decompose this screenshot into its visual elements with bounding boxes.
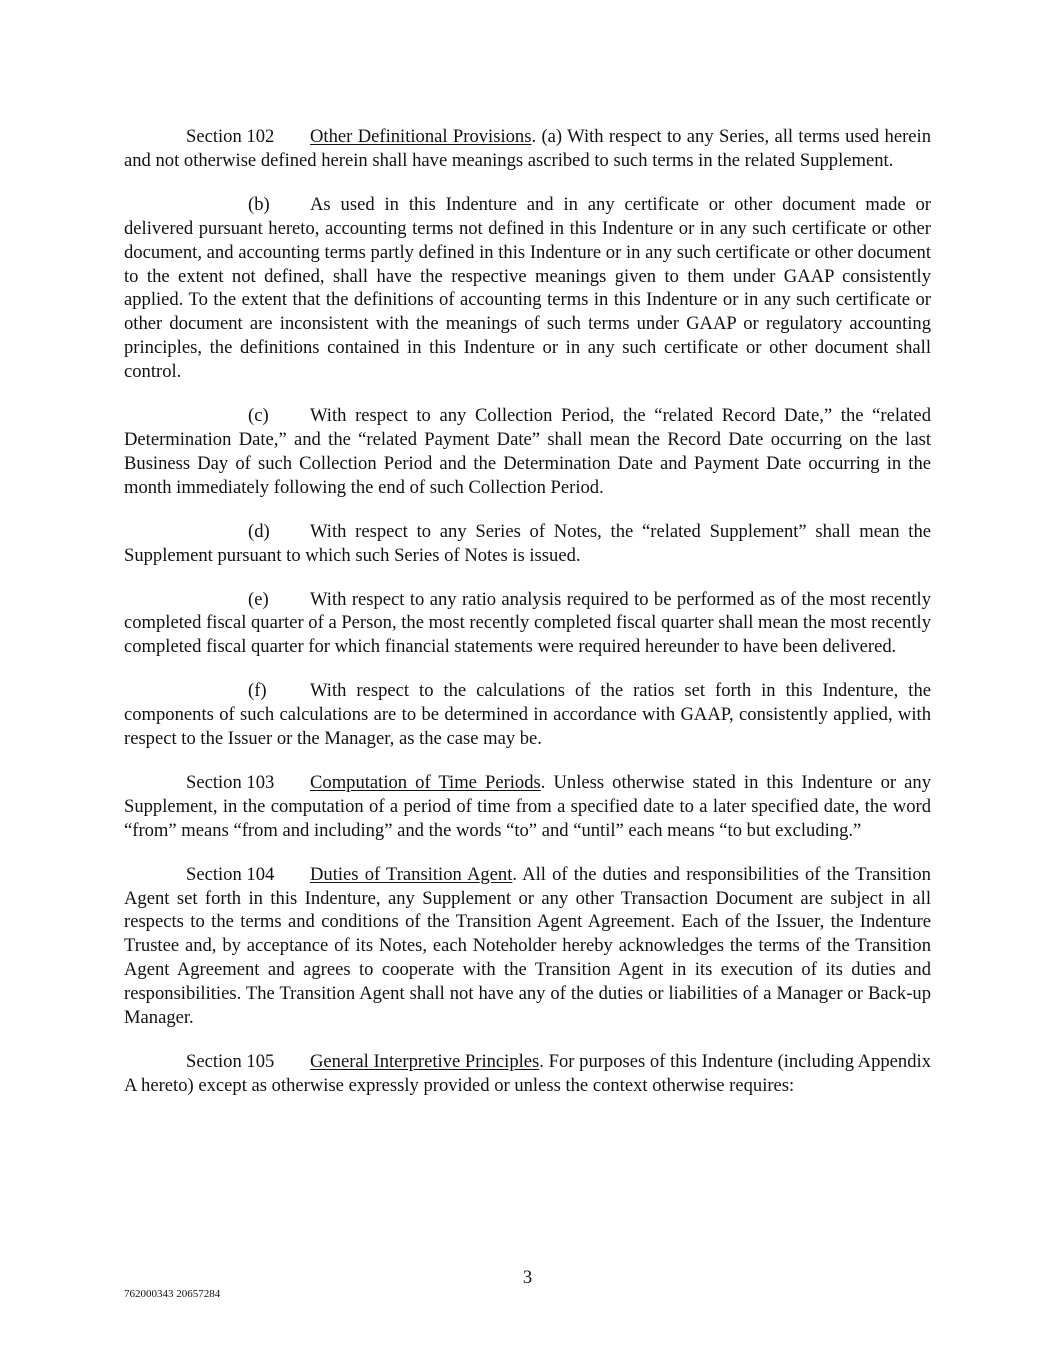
section-105-paragraph — [124, 1050, 931, 1098]
section-104-paragraph — [124, 863, 931, 1030]
paragraph-text: As used in this Indenture and in any certificate or other document made or delivered pursuant hereto, accounting terms not defined in this Indenture or in any such certificate or other document, and accounting terms partly defined in this Indenture or in any such certificate or other document to the extent not defined, shall have the respective meanings given to them under GAAP consistently applied. To the extent that the definitions of accounting terms in this Indenture or in any such certificate or other document are inconsistent with the meanings of such terms under GAAP or regulatory accounting principles, the definitions contained in this Indenture or in any such certificate or other document shall control. — [124, 193, 931, 383]
section-103-paragraph — [124, 771, 931, 843]
section-label: Section 102 — [186, 126, 275, 147]
section-label: Section 105 — [186, 1051, 275, 1072]
clause-b-paragraph — [124, 193, 931, 384]
clause-label: (d) — [248, 520, 270, 542]
section-heading: Other Definitional Provisions — [310, 126, 532, 147]
clause-label: (b) — [248, 193, 270, 215]
page-number: 3 — [522, 1267, 533, 1288]
section-label: Section 104 — [186, 863, 275, 885]
paragraph-text: . Unless otherwise stated in this Indenture or any Supplement, in the computation of a period of time from a specified date to a later specified date, the word “from” means “from and including” and the words “to” and “until” each means “to but excluding.” — [124, 771, 931, 841]
paragraph-text: With respect to the calculations of the ratios set forth in this Indenture, the components of such calculations are to be determined in accordance with GAAP, consistently applied, with respect to the Issuer or the Manager, as the case may be. — [124, 680, 931, 750]
clause-f-paragraph — [124, 679, 931, 751]
section-heading: Duties of Transition Agent — [310, 863, 513, 885]
section-label: Section 103 — [186, 771, 275, 793]
paragraph-text: With respect to any ratio analysis required to be performed as of the most recently completed fiscal quarter of a Person, the most recently completed fiscal quarter shall mean the most recently completed fiscal quarter for which financial statements were required hereunder to have been delivered. — [124, 588, 931, 658]
document-id: 762000343 20657284 — [124, 1288, 221, 1300]
paragraph-text: . (a) With respect to any Series, all terms used herein and not otherwise defined herein shall have meanings ascribed to such terms in the related Supplement. — [124, 126, 931, 171]
section-102-paragraph — [124, 125, 931, 173]
clause-e-paragraph — [124, 588, 931, 660]
clause-c-paragraph — [124, 404, 931, 500]
paragraph-text: . For purposes of this Indenture (including Appendix A hereto) except as otherwise expressly provided or unless the context otherwise requires: — [124, 1051, 931, 1096]
clause-label: (c) — [248, 405, 269, 427]
clause-label: (f) — [248, 680, 267, 702]
clause-d-paragraph — [124, 520, 931, 568]
page-body — [124, 125, 931, 1118]
paragraph-text: With respect to any Collection Period, the “related Record Date,” the “related Determination Date,” and the “related Payment Date” shall mean the Record Date occurring on the last Business Day of such Collection Period and the Determination Date and Payment Date occurring in the month immediately following the end of such Collection Period. — [124, 405, 931, 498]
paragraph-text: . All of the duties and responsibilities of the Transition Agent set forth in this Indenture, any Supplement or any other Transaction Document are subject in all respects to the terms and conditions of the Transition Agent Agreement. Each of the Issuer, the Indenture Trustee and, by acceptance of its Notes, each Noteholder hereby acknowledges the terms of the Transition Agent Agreement and agrees to cooperate with the Transition Agent in its execution of its duties and responsibilities. The Transition Agent shall not have any of the duties or liabilities of a Manager or Back-up Manager. — [124, 863, 931, 1029]
paragraph-text: With respect to any Series of Notes, the “related Supplement” shall mean the Supplement pursuant to which such Series of Notes is issued. — [124, 520, 931, 566]
clause-label: (e) — [248, 588, 269, 610]
section-heading: General Interpretive Principles — [310, 1051, 540, 1072]
section-heading: Computation of Time Periods — [310, 771, 541, 793]
